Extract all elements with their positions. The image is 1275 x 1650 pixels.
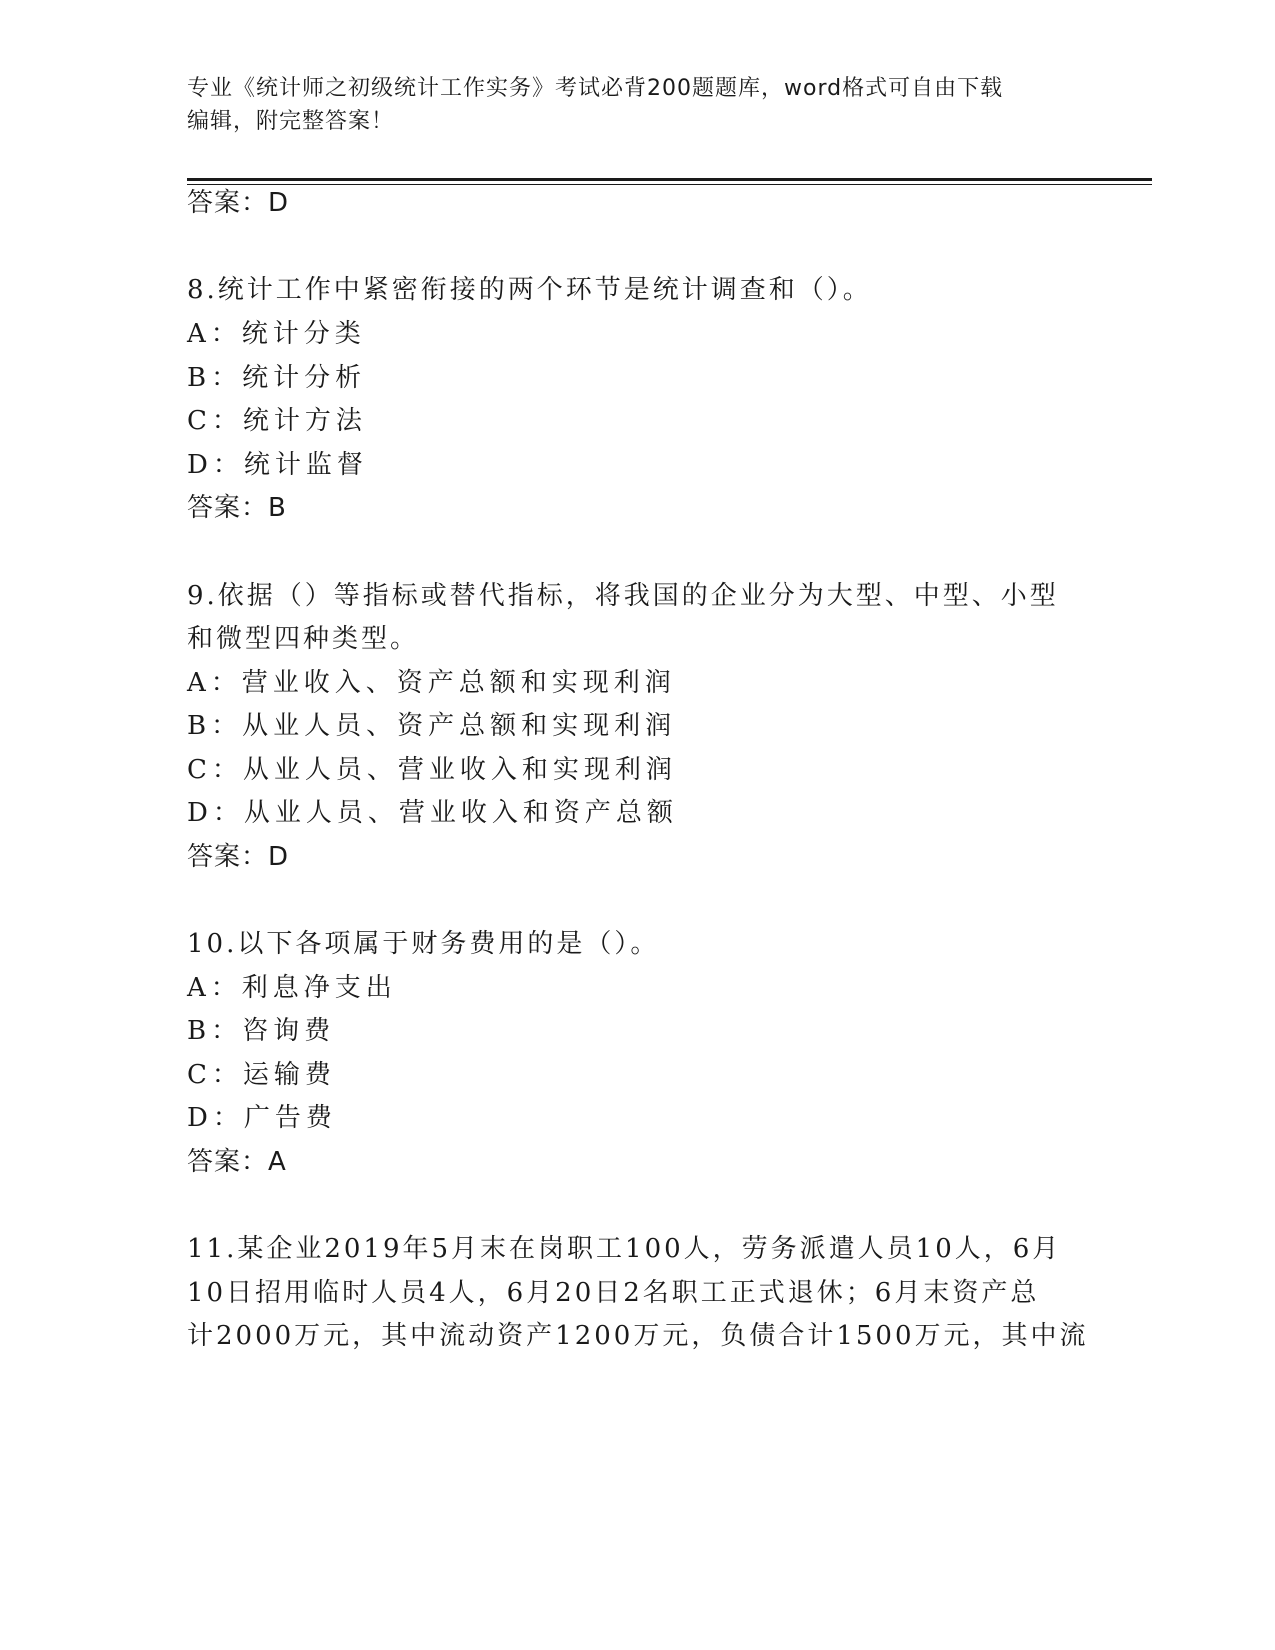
question-10-option-b: B：咨询费 — [187, 1016, 336, 1046]
question-9-stem-line-2: 和微型四种类型。 — [187, 624, 420, 654]
question-8-option-a: A：统计分类 — [187, 319, 366, 349]
question-10-stem: 10.以下各项属于财务费用的是（）。 — [187, 929, 660, 959]
question-9-option-d: D：从业人员、营业收入和资产总额 — [187, 798, 678, 828]
question-10-answer: 答案：A — [187, 1147, 287, 1177]
question-9-stem-line-1: 9.依据（）等指标或替代指标，将我国的企业分为大型、中型、小型 — [187, 581, 1059, 611]
question-8-stem: 8.统计工作中紧密衔接的两个环节是统计调查和（）。 — [187, 275, 872, 305]
question-9-option-b: B：从业人员、资产总额和实现利润 — [187, 711, 677, 741]
header-rule-thick — [187, 178, 1152, 181]
question-8-option-d: D：统计监督 — [187, 450, 368, 480]
question-11-stem-line-1: 11.某企业2019年5月末在岗职工100人，劳务派遣人员10人，6月 — [187, 1234, 1062, 1264]
question-11-stem-line-3: 计2000万元，其中流动资产1200万元，负债合计1500万元，其中流 — [187, 1321, 1089, 1351]
question-8-option-c: C：统计方法 — [187, 406, 367, 436]
question-8-option-b: B：统计分析 — [187, 363, 367, 393]
answer-previous: 答案：D — [187, 188, 290, 218]
question-10-option-c: C：运输费 — [187, 1060, 336, 1090]
document-header — [187, 72, 1087, 138]
question-10-option-d: D：广告费 — [187, 1103, 337, 1133]
question-9-option-a: A：营业收入、资产总额和实现利润 — [187, 668, 676, 698]
question-11-stem-line-2: 10日招用临时人员4人，6月20日2名职工正式退休；6月末资产总 — [187, 1278, 1040, 1308]
question-8-answer: 答案：B — [187, 493, 287, 523]
header-rule-thin — [187, 184, 1152, 185]
header-line-1: 专业《统计师之初级统计工作实务》考试必背200题题库，word格式可自由下载 — [187, 76, 1004, 101]
question-10-option-a: A：利息净支出 — [187, 973, 397, 1003]
question-9-answer: 答案：D — [187, 842, 290, 872]
question-9-option-c: C：从业人员、营业收入和实现利润 — [187, 755, 677, 785]
header-line-2: 编辑，附完整答案！ — [187, 109, 395, 134]
